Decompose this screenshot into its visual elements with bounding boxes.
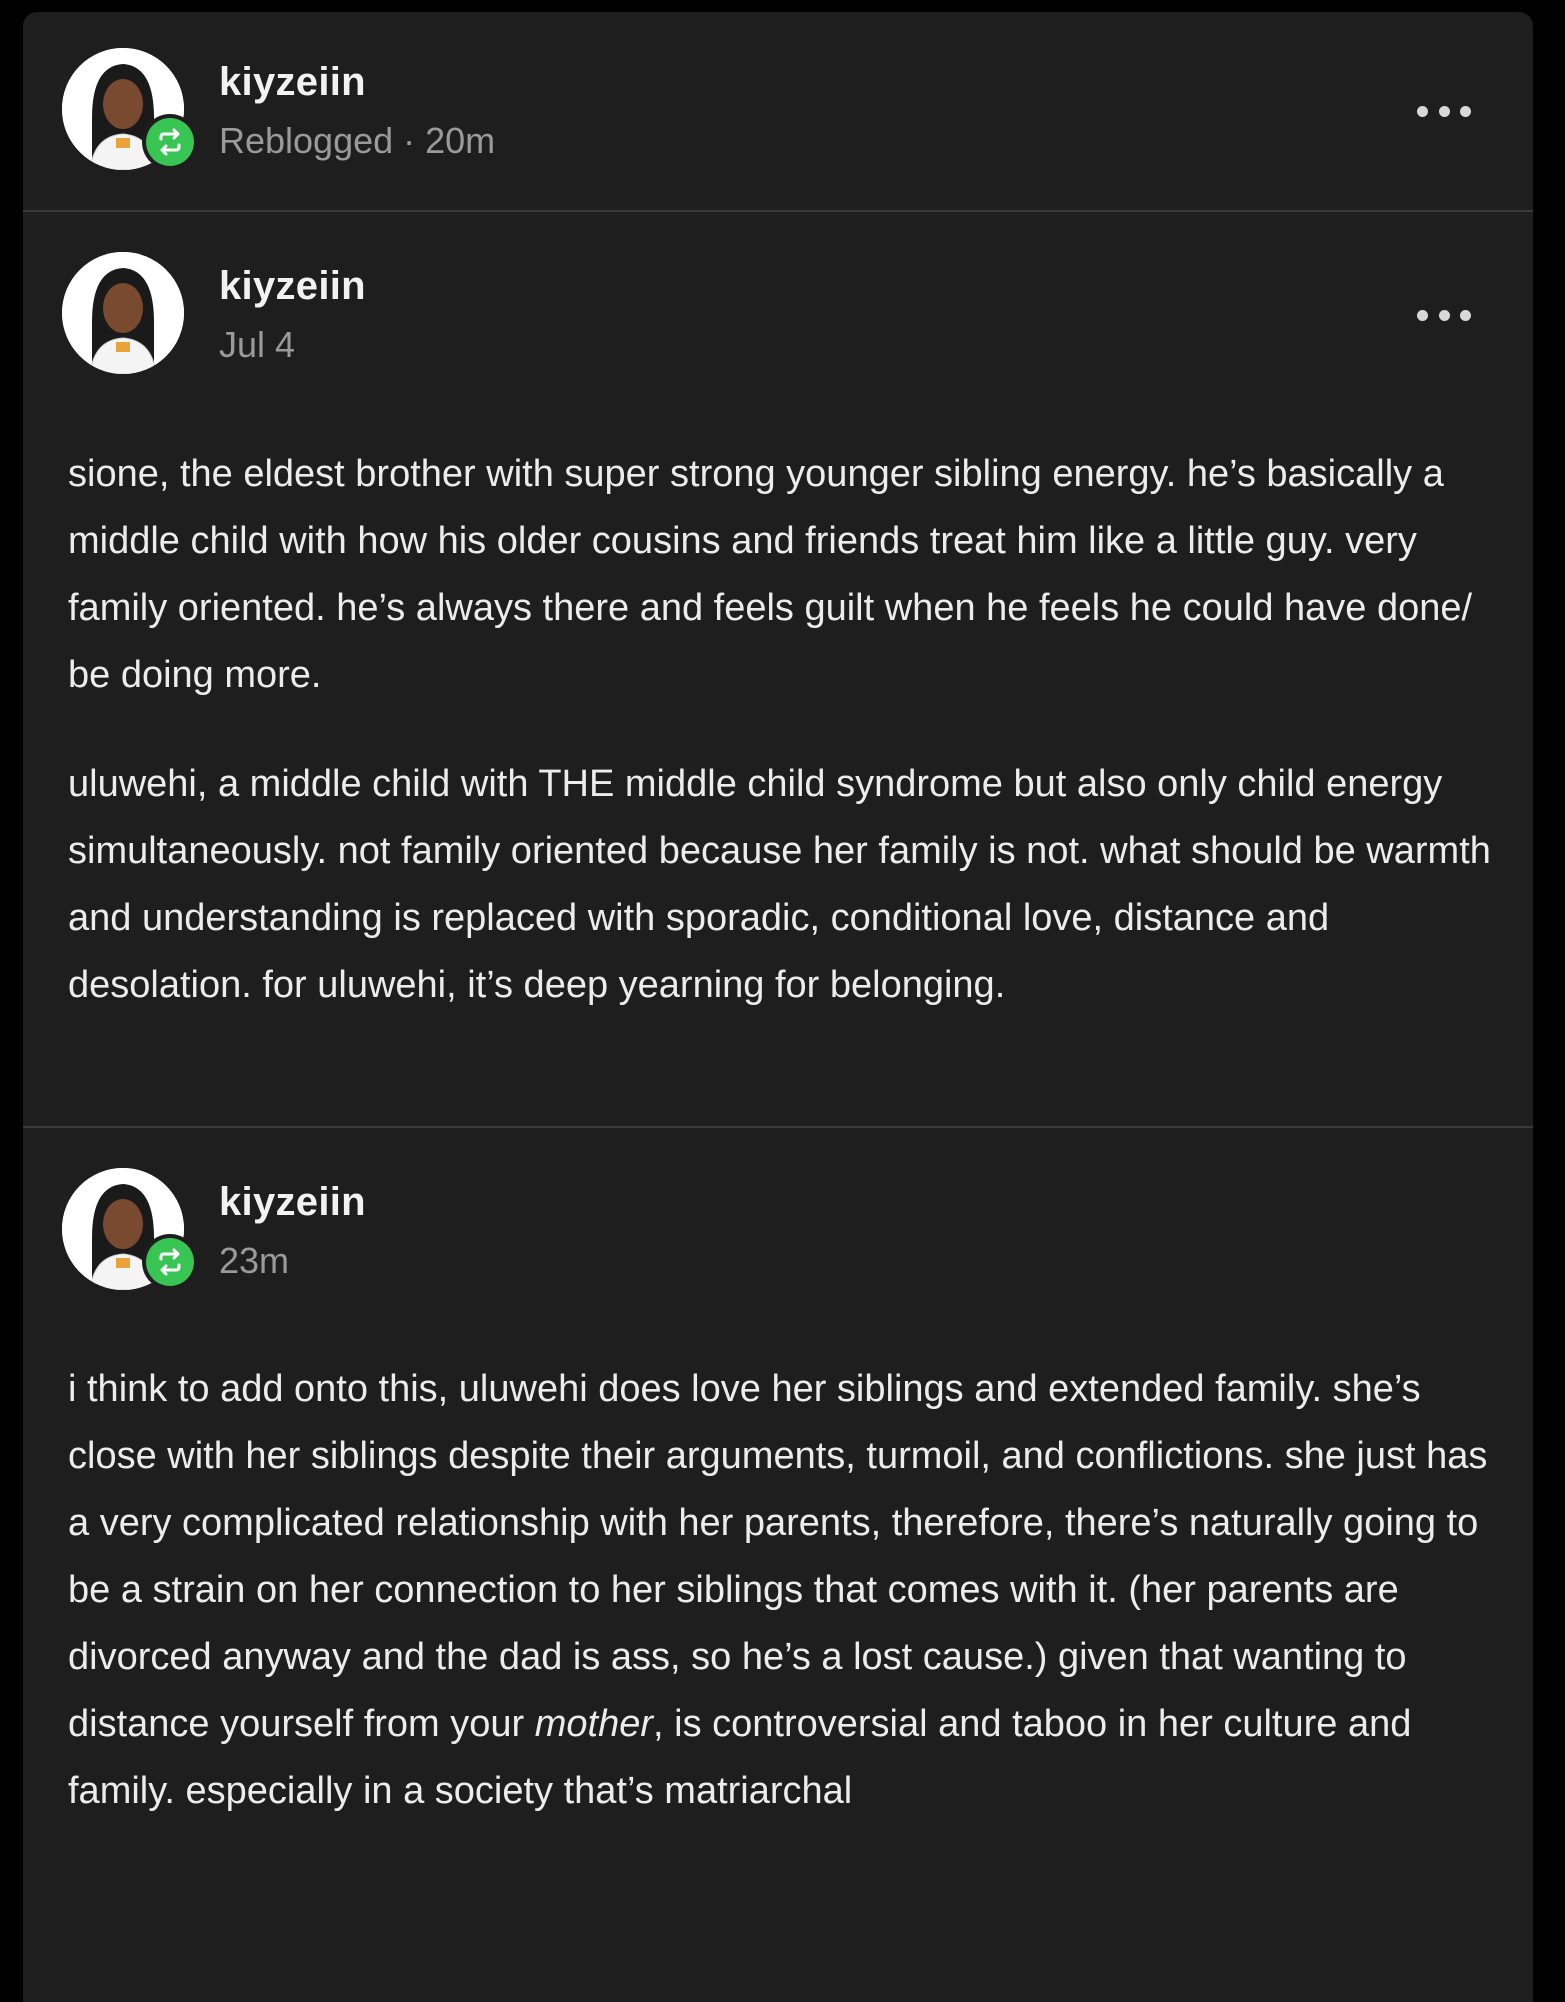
comment-timestamp: 23m bbox=[219, 1240, 290, 1281]
emphasized-word: mother bbox=[534, 1703, 654, 1745]
avatar[interactable] bbox=[62, 1168, 184, 1290]
reblog-meta: Reblogged · 20m bbox=[219, 120, 496, 161]
avatar[interactable] bbox=[62, 252, 184, 374]
reblogger-username[interactable]: kiyzeiin bbox=[219, 60, 366, 104]
post-username[interactable]: kiyzeiin bbox=[219, 264, 366, 308]
post-timestamp: Jul 4 bbox=[219, 324, 296, 365]
more-options-button[interactable] bbox=[1417, 104, 1471, 118]
post-body bbox=[68, 441, 1498, 1019]
post-paragraph: sione, the eldest brother with super strong younger sibling energy. he’s basically a middle child with how his older cousins and friends treat him like a little guy. very family oriented. he’s always there and feels guilt when he feels he could have done/ be doing more. bbox=[68, 453, 1473, 696]
more-options-icon bbox=[1417, 310, 1428, 321]
comment-body bbox=[68, 1356, 1498, 1825]
reblog-badge bbox=[142, 114, 198, 170]
avatar[interactable] bbox=[62, 48, 184, 170]
post-card bbox=[23, 12, 1533, 2002]
reblog-badge bbox=[142, 1234, 198, 1290]
more-options-icon bbox=[1417, 106, 1428, 117]
post-header bbox=[23, 212, 1533, 412]
reblog-header bbox=[23, 12, 1533, 212]
post-paragraph: uluwehi, a middle child with THE middle child syndrome but also only child energy simultaneously. not family oriented because her family is not. what should be warmth and understanding is replaced with sporadic, conditional love, distance and desolation. for uluwehi, it’s deep yearning for belonging. bbox=[68, 763, 1491, 1006]
more-options-button[interactable] bbox=[1417, 308, 1471, 322]
reblog-icon bbox=[155, 127, 185, 157]
reblog-icon bbox=[155, 1247, 185, 1277]
comment-paragraph: i think to add onto this, uluwehi does love her siblings and extended family. she’s close with her siblings despite their arguments, turmoil, and conflictions. she just has a very complicated relationship with her parents, therefore, there’s naturally going to be a strain on her connection to her siblings that comes with it. (her parents are divorced anyway and the dad is ass, so he’s a lost cause.) given that wanting to distance yourself from your mother, is controversial and taboo in her culture and family. especially in a society that’s matriarchal bbox=[68, 1368, 1488, 1812]
comment-username[interactable]: kiyzeiin bbox=[219, 1180, 366, 1224]
reblog-comment-header bbox=[23, 1128, 1533, 1328]
